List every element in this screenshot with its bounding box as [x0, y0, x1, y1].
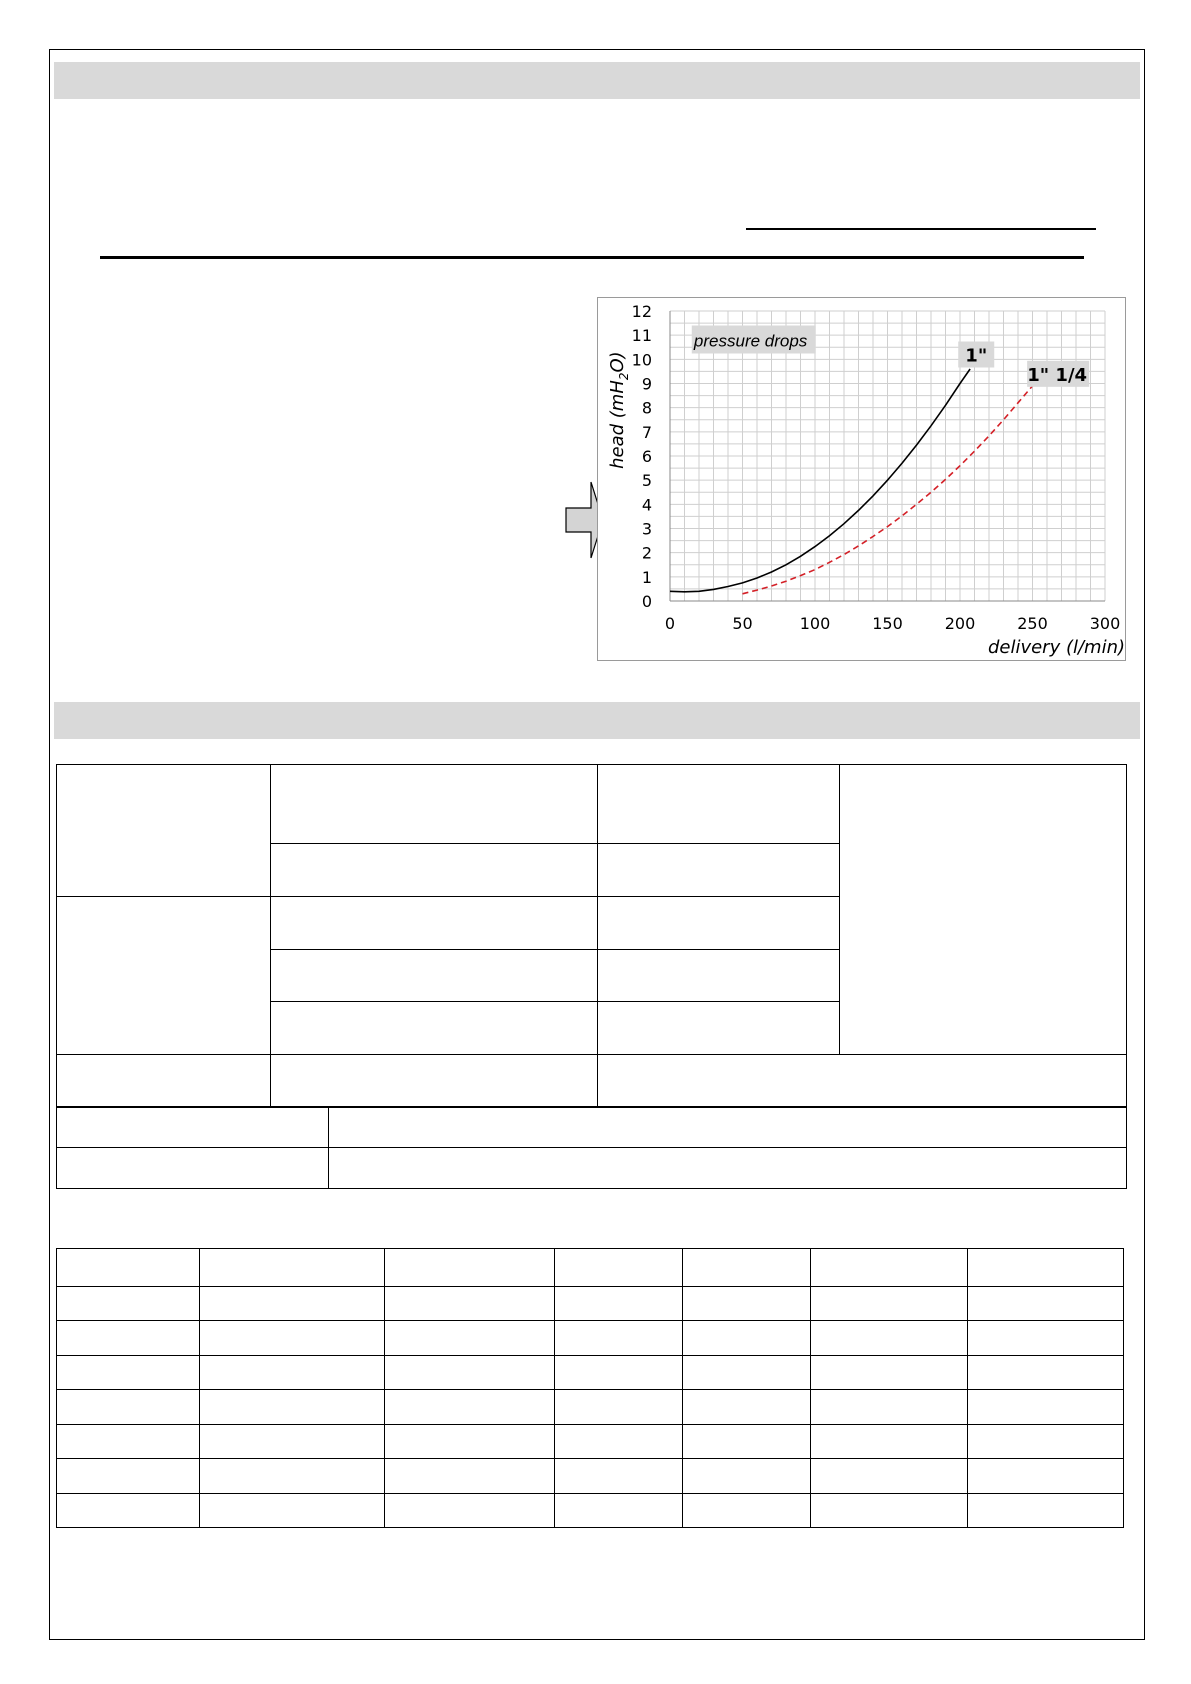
section-header-band-2: [54, 702, 1140, 739]
spec-cell: [598, 1055, 1127, 1108]
info-cell: [329, 1148, 1127, 1189]
spec-cell: [57, 897, 271, 1055]
y-tick-label: 9: [641, 374, 652, 394]
table-row: [57, 1425, 1124, 1459]
spec-cell: [598, 950, 840, 1002]
spec-cell: [598, 1002, 840, 1055]
x-tick-label: 150: [872, 614, 903, 633]
x-tick-label: 300: [1089, 614, 1121, 633]
section-header-band-1: [54, 62, 1140, 99]
spec-cell: [598, 897, 840, 950]
y-tick-label: 12: [631, 302, 652, 321]
data-table: [56, 1248, 1124, 1528]
spec-cell: [271, 844, 598, 897]
y-tick-label: 3: [641, 519, 652, 539]
x-tick-label: 250: [1017, 614, 1048, 633]
spec-cell: [598, 765, 840, 844]
spec-cell: [271, 1002, 598, 1055]
x-tick-label: 0: [664, 614, 676, 633]
table-row: [57, 1287, 1124, 1321]
spec-cell: [271, 1055, 598, 1108]
spec-cell: [271, 765, 598, 844]
spec-cell: [57, 765, 271, 897]
chart-title: pressure drops: [693, 331, 808, 351]
x-tick-label: 200: [944, 614, 976, 633]
spec-table: [56, 764, 1127, 1108]
table-row: [57, 1390, 1124, 1425]
y-tick-label: 4: [641, 495, 652, 515]
info-cell: [329, 1107, 1127, 1148]
info-cell: [57, 1148, 329, 1189]
y-tick-label: 7: [641, 422, 652, 442]
series-label-2: 1" 1/4: [1027, 364, 1088, 386]
pressure-drop-chart: [597, 297, 1126, 661]
y-tick-label: 10: [631, 350, 652, 370]
table-row: [57, 1356, 1124, 1390]
y-axis-label: head $(mH_2O)$: [607, 351, 631, 469]
title-underline: [100, 256, 1084, 259]
y-tick-label: 6: [641, 447, 652, 466]
y-tick-label: 11: [631, 326, 652, 346]
y-tick-label: 5: [641, 471, 652, 491]
x-tick-label: 50: [732, 614, 753, 633]
spec-cell: [57, 1055, 271, 1108]
chart-canvas: [598, 298, 1127, 662]
info-cell: [57, 1107, 329, 1148]
y-tick-label: 2: [641, 543, 652, 563]
info-table: [56, 1106, 1127, 1189]
table-row: [57, 1321, 1124, 1356]
spec-cell: [598, 844, 840, 897]
table-row: [57, 1459, 1124, 1494]
spec-cell: [271, 897, 598, 950]
table-row: [57, 1249, 1124, 1287]
spec-cell: [271, 950, 598, 1002]
signature-line: [746, 228, 1096, 230]
table-row: [57, 1494, 1124, 1528]
series-label-1: 1": [965, 345, 988, 367]
x-tick-label: 100: [799, 614, 831, 633]
x-axis-label: delivery (l/min): [987, 637, 1125, 658]
y-tick-label: 0: [641, 592, 652, 611]
y-tick-label: 1: [641, 567, 652, 587]
y-tick-label: 8: [641, 398, 652, 418]
spec-image-cell: [840, 765, 1127, 1055]
